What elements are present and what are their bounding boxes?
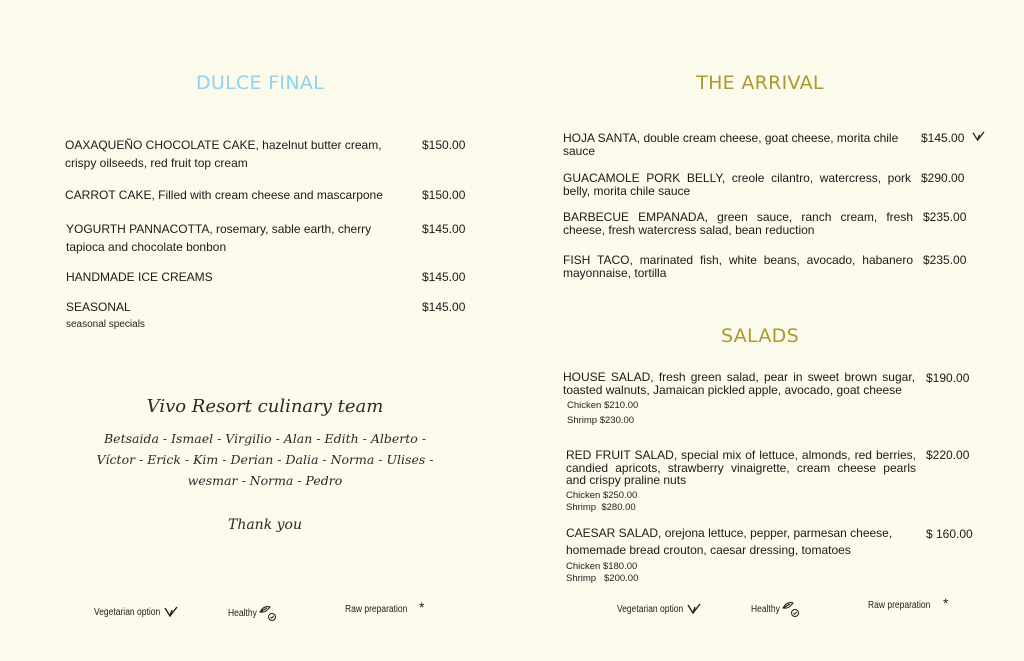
salad-name: CAESAR SALAD, orejona lettuce, pepper, parmesan cheese, homemade bread crouton, caesar dressing, tomatoes: [566, 526, 893, 557]
legend-vegetarian-label: Vegetarian option: [94, 607, 161, 618]
menu-item-name: BARBECUE EMPANADA, green sauce, ranch cream, fresh cheese, fresh watercress salad, bean reduction: [563, 210, 913, 237]
menu-item-name: GUACAMOLE PORK BELLY, creole cilantro, watercress, pork belly, morita chile sauce: [563, 171, 911, 198]
menu-item-price: $145.00: [422, 300, 466, 314]
menu-item-price: $145.00: [422, 270, 466, 284]
vegetarian-icon: [164, 606, 178, 618]
legend-vegetarian-label: Vegetarian option: [617, 604, 684, 615]
menu-item-price: $290.00: [921, 171, 965, 185]
legend-raw-label: Raw preparation: [345, 604, 408, 615]
salad-name: RED FRUIT SALAD, special mix of lettuce, almonds, red berries, candied apricots, strawberry vinaigrette, cream cheese pearls and crispy praline nuts: [566, 448, 916, 487]
menu-item-price: $150.00: [422, 188, 466, 202]
salad-name: HOUSE SALAD, fresh green salad, pear in sweet brown sugar, toasted walnuts, Jamaican pickled apple, avocado, goat cheese: [563, 370, 915, 397]
menu-item-price: $235.00: [923, 210, 967, 224]
legend-healthy-label: Healthy: [228, 608, 257, 619]
legend-healthy-label: Healthy: [751, 604, 780, 615]
salad-option: Chicken $180.00: [566, 561, 638, 572]
healthy-icon: [258, 604, 278, 622]
salad-price: $ 160.00: [926, 527, 973, 541]
salad-option: Chicken $250.00: [566, 490, 638, 501]
menu-item-name: YOGURTH PANNACOTTA, rosemary, sable earth, cherry tapioca and chocolate bonbon: [66, 222, 372, 254]
team-names-line: Betsaida - Ismael - Virgilio - Alan - Edith - Alberto -: [103, 431, 426, 446]
section-title-dulce-final: DULCE FINAL: [195, 72, 325, 94]
salad-price: $220.00: [926, 448, 970, 462]
asterisk-icon: *: [419, 599, 425, 615]
menu-item-name: CARROT CAKE, Filled with cream cheese and mascarpone: [65, 188, 383, 202]
salad-price: $190.00: [926, 371, 970, 385]
menu-item-price: $235.00: [923, 253, 967, 267]
salad-option: Shrimp $230.00: [567, 415, 635, 426]
asterisk-icon: *: [943, 595, 949, 611]
section-title-the-arrival: THE ARRIVAL: [696, 72, 824, 94]
healthy-icon: [781, 600, 801, 618]
menu-item-price: $145.00: [422, 222, 466, 236]
team-names-line: Víctor - Erick - Kim - Derian - Dalia - Norma - Ulises -: [96, 452, 434, 467]
salad-option: Chicken $210.00: [567, 400, 639, 411]
team-names: [80, 428, 450, 491]
thank-you-note: Thank you: [227, 517, 302, 533]
menu-item-name: FISH TACO, marinated fish, white beans, avocado, habanero mayonnaise, tortilla: [563, 253, 913, 280]
menu-item-name: HANDMADE ICE CREAMS: [66, 270, 213, 284]
menu-item-name: SEASONAL: [66, 300, 131, 314]
menu-item-price: $145.00: [921, 131, 965, 145]
section-title-salads: SALADS: [721, 325, 799, 347]
menu-item-name: OAXAQUEÑO CHOCOLATE CAKE, hazelnut butter cream, crispy oilseeds, red fruit top cream: [65, 138, 382, 170]
salad-option: Shrimp $200.00: [566, 573, 639, 584]
salad-option: Shrimp $280.00: [566, 502, 636, 513]
menu-item-note: seasonal specials: [66, 319, 145, 330]
vegetarian-icon: [972, 131, 985, 142]
team-names-line: wesmar - Norma - Pedro: [187, 473, 343, 488]
menu-item-name: HOJA SANTA, double cream cheese, goat cheese, morita chile sauce: [563, 131, 899, 158]
team-title: Vivo Resort culinary team: [146, 396, 384, 417]
legend-raw-label: Raw preparation: [868, 600, 931, 611]
menu-item-price: $150.00: [422, 138, 466, 152]
vegetarian-icon: [687, 603, 701, 615]
